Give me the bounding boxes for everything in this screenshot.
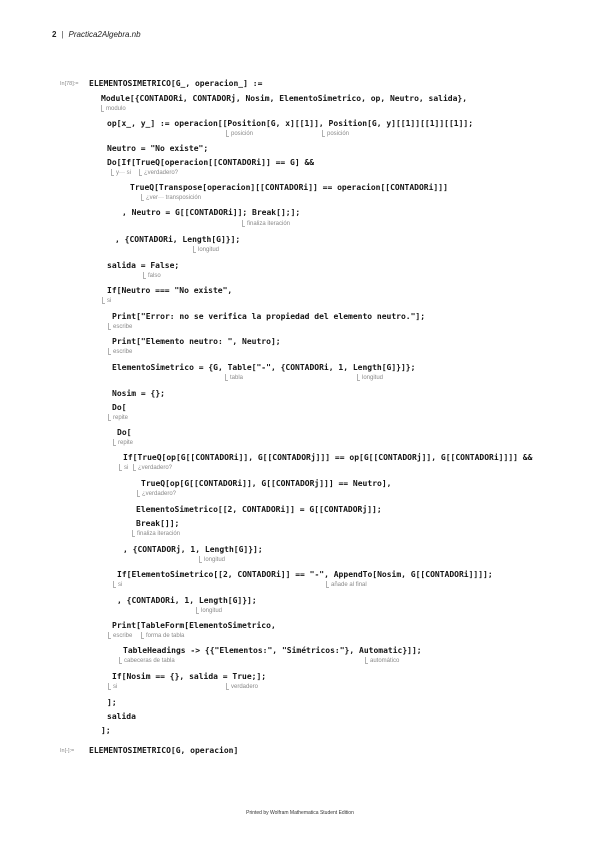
usage-annotation: y··· si [111,169,131,177]
page-header [52,30,141,39]
header-separator: | [61,30,64,39]
usage-annotation: finaliza iteración [132,530,180,538]
usage-annotation: modulo [101,105,126,113]
usage-annotation: falso [143,272,161,280]
code-line[interactable]: op[x_, y_] := operacion[[Position[G, x][[1]], Position[G, y][[1]][[1]][[1]]; [107,119,474,128]
page-number: 2 [52,30,57,39]
usage-annotation: añade al final [326,581,367,589]
code-line[interactable]: Print["Elemento neutro: ", Neutro]; [112,337,281,346]
code-line[interactable]: TableHeadings -> {{"Elementos:", "Simétricos:"}, Automatic}]]; [123,646,422,655]
usage-annotation: tabla [225,374,243,382]
usage-annotation: repite [113,439,133,447]
code-line[interactable]: TrueQ[Transpose[operacion][[CONTADORi]] == operacion[[CONTADORi]]] [130,183,448,192]
code-line[interactable]: salida = False; [107,261,180,270]
code-line[interactable]: If[Neutro === "No existe", [107,286,233,295]
usage-annotation: longitud [199,556,225,564]
code-line[interactable]: If[TrueQ[op[G[[CONTADORi]], G[[CONTADORj]]] == op[G[[CONTADORj]], G[[CONTADORi]]]] && [123,453,533,462]
code-line[interactable]: Nosim = {}; [112,389,165,398]
usage-annotation: ¿verdadero? [133,464,172,472]
code-line[interactable]: ]; [101,726,111,735]
code-line[interactable]: Neutro = "No existe"; [107,144,209,153]
code-line[interactable]: If[ElementoSimetrico[[2, CONTADORi]] == "-", AppendTo[Nosim, G[[CONTADORi]]]]; [117,570,493,579]
code-line[interactable]: Do[If[TrueQ[operacion[[CONTADORi]] == G] && [107,158,315,167]
code-line[interactable]: ELEMENTOSIMETRICO[G, operacion] [89,746,239,755]
code-line[interactable]: ]; [107,698,117,707]
usage-annotation: ¿verdadero? [137,490,176,498]
print-footer: Printed by Wolfram Mathematica Student Edition [246,810,354,816]
code-line[interactable]: If[Nosim == {}, salida = True;]; [112,672,267,681]
usage-annotation: escribe [108,323,132,331]
output-cell-label: In[-]:= [60,748,75,754]
usage-annotation: automático [365,657,399,665]
code-line[interactable]: , Neutro = G[[CONTADORi]]; Break[];]; [122,208,301,217]
code-line[interactable]: ElementoSimetrico = {G, Table["-", {CONTADORi, 1, Length[G]}]}; [112,363,416,372]
usage-annotation: escribe [108,632,132,640]
code-line[interactable]: , {CONTADORi, 1, Length[G]}]; [117,596,257,605]
code-line[interactable]: Print["Error: no se verifica la propiedad del elemento neutro."]; [112,312,426,321]
code-line[interactable]: , {CONTADORj, 1, Length[G]}]; [123,545,263,554]
usage-annotation: forma de tabla [141,632,184,640]
usage-annotation: finaliza iteración [242,220,290,228]
code-line[interactable]: Break[]]; [136,519,180,528]
usage-annotation: si [108,683,117,691]
code-line[interactable]: ElementoSimetrico[[2, CONTADORi]] = G[[CONTADORj]]; [136,505,382,514]
code-line[interactable]: , {CONTADORi, Length[G]}]; [115,235,241,244]
code-line[interactable]: Module[{CONTADORi, CONTADORj, Nosim, ElementoSimetrico, op, Neutro, salida}, [101,94,468,103]
usage-annotation: si [119,464,128,472]
input-cell-label: In[78]:= [60,81,79,87]
code-line[interactable]: Do[ [112,403,127,412]
usage-annotation: ¿verdadero? [139,169,178,177]
code-line[interactable]: TrueQ[op[G[[CONTADORi]], G[[CONTADORj]]] == Neutro], [141,479,392,488]
notebook-filename: Practica2Algebra.nb [68,30,141,39]
usage-annotation: escribe [108,348,132,356]
code-line[interactable]: Do[ [117,428,132,437]
usage-annotation: posición [226,130,253,138]
usage-annotation: longitud [193,246,219,254]
code-line[interactable]: salida [107,712,136,721]
usage-annotation: cabeceras de tabla [119,657,175,665]
usage-annotation: verdadero [226,683,258,691]
usage-annotation: longitud [196,607,222,615]
usage-annotation: ¿ver··· transposición [141,194,201,202]
code-line[interactable]: Print[TableForm[ElementoSimetrico, [112,621,276,630]
usage-annotation: repite [108,414,128,422]
usage-annotation: si [113,581,122,589]
usage-annotation: posición [322,130,349,138]
usage-annotation: si [102,297,111,305]
code-line[interactable]: ELEMENTOSIMETRICO[G_, operacion_] := [89,79,263,88]
usage-annotation: longitud [357,374,383,382]
